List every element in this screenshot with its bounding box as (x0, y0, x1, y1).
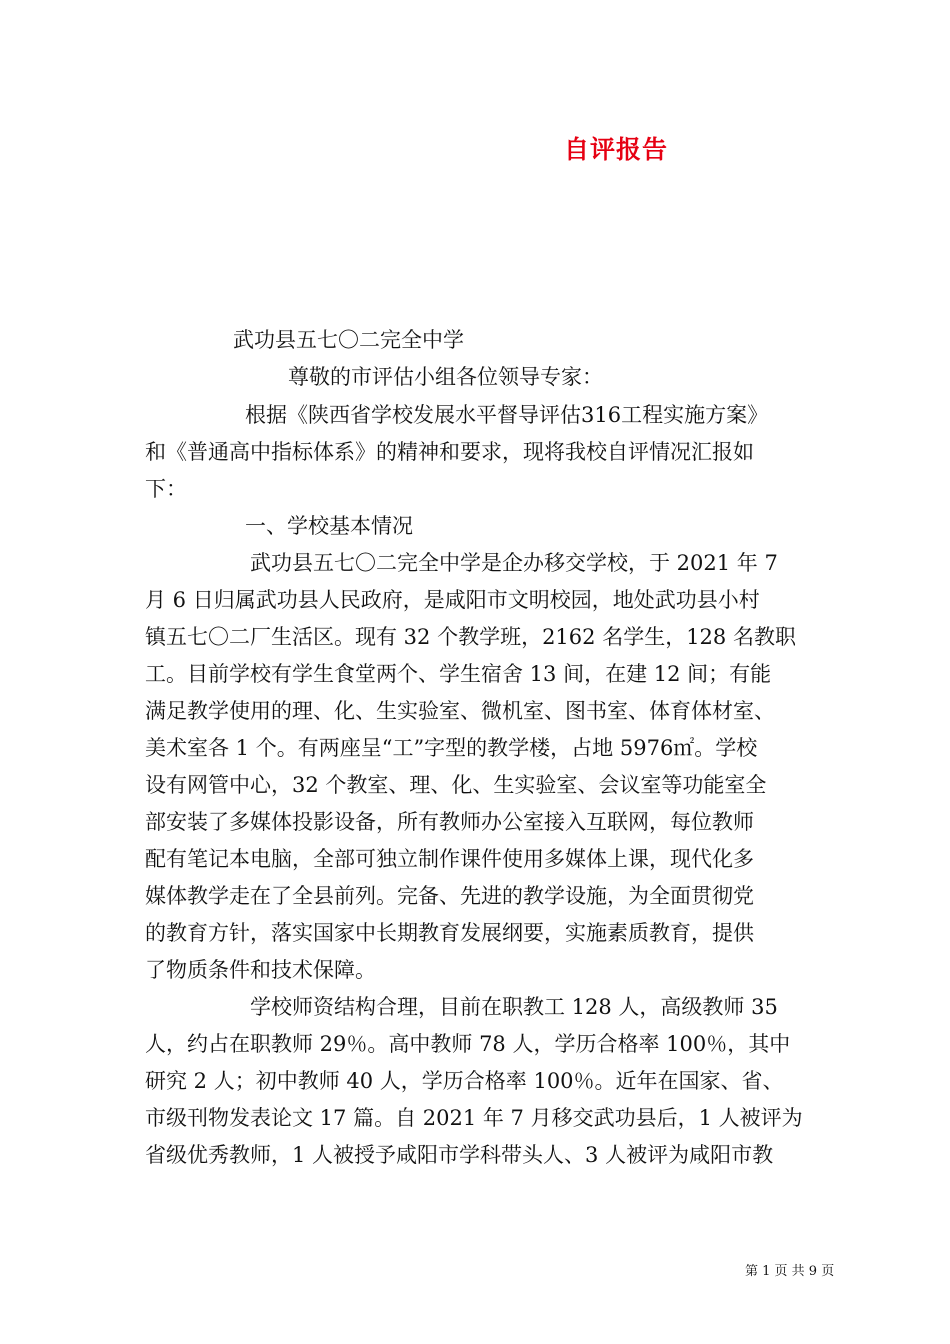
paragraph-line: 工。目前学校有学生食堂两个、学生宿舍 13 间，在建 12 间；有能 (145, 662, 772, 686)
salutation: 尊敬的市评估小组各位领导专家： (288, 365, 603, 389)
paragraph-line: 了物质条件和技术保障。 (145, 958, 376, 982)
paragraph-line: 人，约占在职教师 29％。高中教师 78 人，学历合格率 100％，其中 (145, 1032, 791, 1056)
paragraph-line: 的教育方针，落实国家中长期教育发展纲要，实施素质教育，提供 (145, 921, 754, 945)
paragraph-line: 市级刊物发表论文 17 篇。自 2021 年 7 月移交武功县后，1 人被评为 (145, 1106, 803, 1130)
paragraph-line: 满足教学使用的理、化、生实验室、微机室、图书室、体育体材室、 (145, 699, 775, 723)
paragraph-line: 配有笔记本电脑，全部可独立制作课件使用多媒体上课，现代化多 (145, 847, 754, 871)
paragraph-line: 月 6 日归属武功县人民政府，是咸阳市文明校园，地处武功县小村 (145, 588, 760, 612)
intro-line: 下： (145, 477, 187, 501)
section-heading: 一、学校基本情况 (245, 514, 413, 538)
paragraph-line: 镇五七〇二厂生活区。现有 32 个教学班，2162 名学生，128 名教职 (145, 625, 796, 649)
paragraph-line: 研究 2 人；初中教师 40 人，学历合格率 100％。近年在国家、省、 (145, 1069, 784, 1093)
paragraph-line: 部安装了多媒体投影设备，所有教师办公室接入互联网，每位教师 (145, 810, 754, 834)
page-footer: 第 1 页 共 9 页 (745, 1264, 835, 1279)
paragraph-line: 媒体教学走在了全县前列。完备、先进的教学设施，为全面贯彻党 (145, 884, 754, 908)
intro-line: 根据《陕西省学校发展水平督导评估316工程实施方案》 (245, 403, 769, 427)
school-name: 武功县五七〇二完全中学 (233, 328, 464, 352)
paragraph-line: 美术室各 1 个。有两座呈“工”字型的教学楼，占地 5976㎡。学校 (145, 736, 758, 760)
paragraph-line: 武功县五七〇二完全中学是企办移交学校，于 2021 年 7 (250, 551, 778, 575)
intro-line: 和《普通高中指标体系》的精神和要求，现将我校自评情况汇报如 (145, 440, 754, 464)
paragraph-line: 省级优秀教师，1 人被授予咸阳市学科带头人、3 人被评为咸阳市教 (145, 1143, 774, 1167)
paragraph-line: 设有网管中心，32 个教室、理、化、生实验室、会议室等功能室全 (145, 773, 767, 797)
paragraph-line: 学校师资结构合理，目前在职教工 128 人，高级教师 35 (250, 995, 778, 1019)
document-title: 自评报告 (563, 135, 668, 164)
